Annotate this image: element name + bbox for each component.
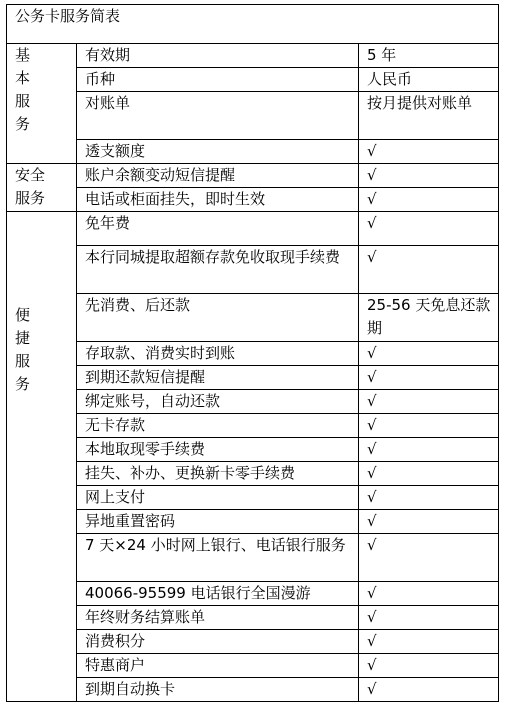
row-check: √ <box>359 606 499 630</box>
table-row <box>7 294 499 342</box>
category-security-line: 服务 <box>15 189 46 207</box>
table-row <box>7 510 499 534</box>
category-basic-char: 本 <box>15 69 31 87</box>
row-value: 按月提供对账单 <box>359 92 499 140</box>
category-basic-char: 服 <box>15 92 31 110</box>
row-item: 异地重置密码 <box>77 510 359 534</box>
table-row <box>7 342 499 366</box>
row-check: √ <box>359 390 499 414</box>
category-security <box>7 164 77 212</box>
row-item: 先消费、后还款 <box>77 294 359 342</box>
row-check: √ <box>359 246 499 294</box>
row-check: √ <box>359 140 499 164</box>
table-row <box>7 366 499 390</box>
table-row <box>7 246 499 294</box>
row-item: 对账单 <box>77 92 359 140</box>
row-item: 有效期 <box>77 44 359 68</box>
row-check: √ <box>359 438 499 462</box>
row-check: √ <box>359 654 499 678</box>
row-check: √ <box>359 534 499 582</box>
row-item: 本行同城提取超额存款免收取现手续费 <box>77 246 359 294</box>
table-row <box>7 654 499 678</box>
table-title: 公务卡服务简表 <box>7 5 499 44</box>
row-item: 绑定账号，自动还款 <box>77 390 359 414</box>
row-value: 5 年 <box>359 44 499 68</box>
row-item: 网上支付 <box>77 486 359 510</box>
category-basic-char: 基 <box>15 46 31 64</box>
table-title-row <box>7 5 499 44</box>
table-row <box>7 44 499 68</box>
table-row <box>7 678 499 702</box>
row-check: √ <box>359 164 499 188</box>
row-item: 电话或柜面挂失，即时生效 <box>77 188 359 212</box>
table-row <box>7 390 499 414</box>
row-check: √ <box>359 630 499 654</box>
table-row <box>7 606 499 630</box>
row-check: √ <box>359 414 499 438</box>
row-check: √ <box>359 678 499 702</box>
row-item: 本地取现零手续费 <box>77 438 359 462</box>
service-table <box>6 4 499 702</box>
row-item: 年终财务结算账单 <box>77 606 359 630</box>
row-item: 币种 <box>77 68 359 92</box>
table-row <box>7 630 499 654</box>
table-row <box>7 462 499 486</box>
row-check: √ <box>359 486 499 510</box>
category-convenience-char: 务 <box>15 375 31 393</box>
row-item: 7 天×24 小时网上银行、电话银行服务 <box>77 534 359 582</box>
row-check: √ <box>359 366 499 390</box>
row-item: 挂失、补办、更换新卡零手续费 <box>77 462 359 486</box>
row-check: √ <box>359 462 499 486</box>
row-check: √ <box>359 342 499 366</box>
row-check: √ <box>359 212 499 246</box>
table-row <box>7 68 499 92</box>
row-value: 25-56 天免息还款期 <box>359 294 499 342</box>
row-item: 消费积分 <box>77 630 359 654</box>
table-row <box>7 486 499 510</box>
row-item: 存取款、消费实时到账 <box>77 342 359 366</box>
row-check: √ <box>359 510 499 534</box>
row-item: 免年费 <box>77 212 359 246</box>
table-row <box>7 164 499 188</box>
row-item: 无卡存款 <box>77 414 359 438</box>
category-convenience <box>7 212 77 702</box>
category-convenience-char: 捷 <box>15 329 31 347</box>
row-item: 40066-95599 电话银行全国漫游 <box>77 582 359 606</box>
table-row <box>7 212 499 246</box>
row-check: √ <box>359 582 499 606</box>
category-basic <box>7 44 77 164</box>
row-item: 到期还款短信提醒 <box>77 366 359 390</box>
row-value: 人民币 <box>359 68 499 92</box>
category-security-line: 安全 <box>15 166 46 184</box>
table-row <box>7 140 499 164</box>
table-row <box>7 438 499 462</box>
table-row <box>7 534 499 582</box>
table-row <box>7 582 499 606</box>
row-item: 到期自动换卡 <box>77 678 359 702</box>
table-row <box>7 414 499 438</box>
category-convenience-char: 便 <box>15 306 31 324</box>
row-check: √ <box>359 188 499 212</box>
row-item: 特惠商户 <box>77 654 359 678</box>
row-item: 透支额度 <box>77 140 359 164</box>
category-convenience-char: 服 <box>15 352 31 370</box>
table-row <box>7 188 499 212</box>
category-basic-char: 务 <box>15 115 31 133</box>
table-row <box>7 92 499 140</box>
row-item: 账户余额变动短信提醒 <box>77 164 359 188</box>
